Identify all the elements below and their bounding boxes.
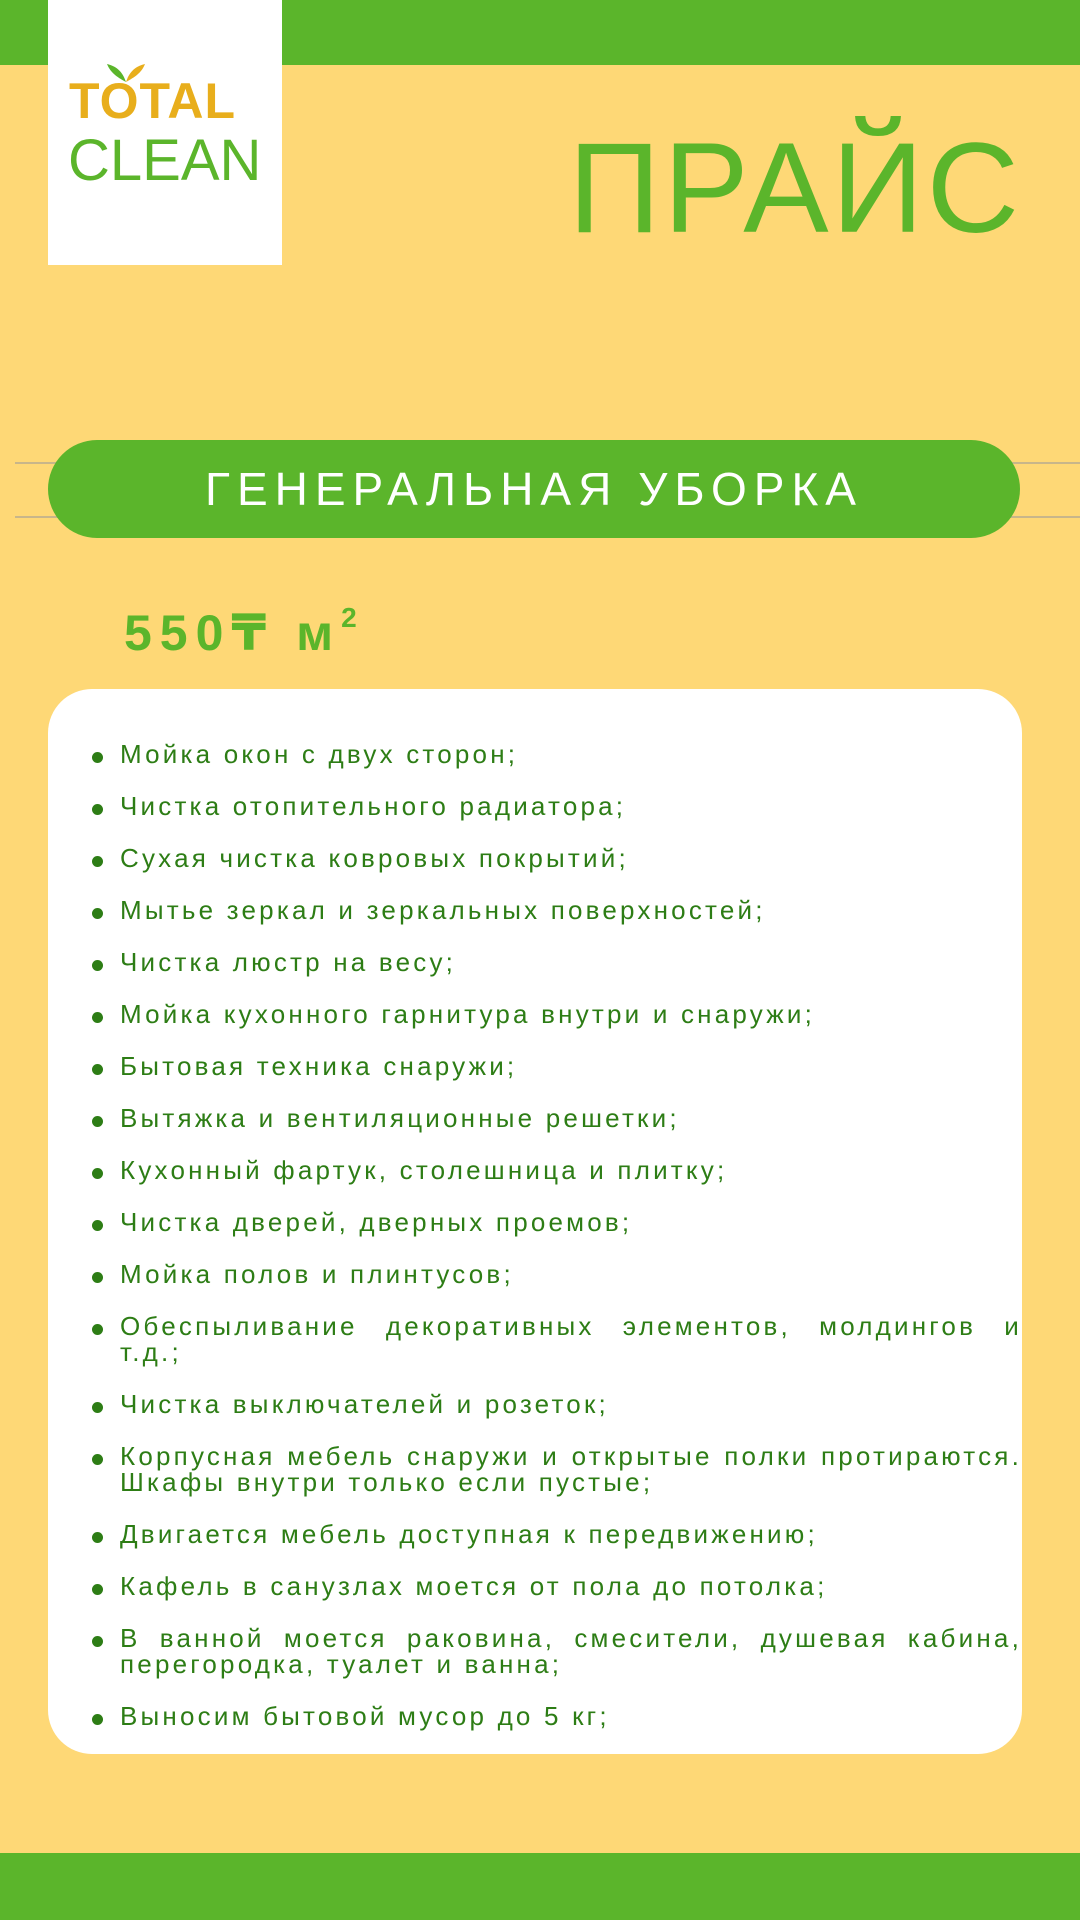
list-item-text: Мытье зеркал и зеркальных поверхностей; bbox=[120, 895, 766, 925]
price bbox=[124, 602, 365, 661]
list-item-text: Двигается мебель доступная к передвижению; bbox=[120, 1519, 818, 1549]
list-item-text: Чистка выключателей и розеток; bbox=[120, 1389, 609, 1419]
list-item-text: Мойка полов и плинтусов; bbox=[120, 1259, 514, 1289]
bullet-icon bbox=[92, 1636, 103, 1647]
list-item-text: Бытовая техника снаружи; bbox=[120, 1051, 518, 1081]
bullet-icon bbox=[92, 752, 103, 763]
bullet-icon bbox=[92, 1220, 103, 1231]
bullet-icon bbox=[92, 1272, 103, 1283]
bullet-icon bbox=[92, 1012, 103, 1023]
bullet-icon bbox=[92, 1454, 103, 1465]
bullet-icon bbox=[92, 856, 103, 867]
bullet-icon bbox=[92, 960, 103, 971]
bottom-bar bbox=[0, 1853, 1080, 1920]
bullet-icon bbox=[92, 1714, 103, 1725]
list-item-text: Чистка люстр на весу; bbox=[120, 947, 457, 977]
list-item-text: Сухая чистка ковровых покрытий; bbox=[120, 843, 629, 873]
list-item-text: Выносим бытовой мусор до 5 кг; bbox=[120, 1701, 610, 1731]
price-amount: 550₸ м bbox=[124, 605, 342, 661]
logo-word-total: TOTAL bbox=[69, 73, 237, 129]
bullet-icon bbox=[92, 1402, 103, 1413]
bullet-icon bbox=[92, 1116, 103, 1127]
service-banner bbox=[48, 440, 1020, 538]
bullet-icon bbox=[92, 1168, 103, 1179]
list-item-text: Корпусная мебель снаружи и открытые полки протираются. Шкафы внутри только если пустые; bbox=[120, 1441, 1022, 1497]
list-item-text: Обеспыливание декоративных элементов, молдингов и т.д.; bbox=[120, 1311, 1022, 1367]
list-item-text: Мойка кухонного гарнитура внутри и снаружи; bbox=[120, 999, 815, 1029]
services-card bbox=[48, 689, 1022, 1754]
list-item-text: Мойка окон с двух сторон; bbox=[120, 739, 519, 769]
list-item-text: Кухонный фартук, столешница и плитку; bbox=[120, 1155, 728, 1185]
list-item-text: Вытяжка и вентиляционные решетки; bbox=[120, 1103, 680, 1133]
list-item-text: В ванной моется раковина, смесители, душевая кабина, перегородка, туалет и ванна; bbox=[120, 1623, 1022, 1679]
bullet-icon bbox=[92, 1532, 103, 1543]
bullet-icon bbox=[92, 1324, 103, 1335]
bullet-icon bbox=[92, 1584, 103, 1595]
list-item-text: Кафель в санузлах моется от пола до потолка; bbox=[120, 1571, 828, 1601]
logo-word-clean: CLEAN bbox=[68, 128, 262, 193]
page-title: ПРАЙС bbox=[568, 117, 1022, 260]
bullet-icon bbox=[92, 1064, 103, 1075]
logo bbox=[48, 0, 282, 265]
price-unit-power: 2 bbox=[341, 602, 365, 633]
bullet-icon bbox=[92, 804, 103, 815]
list-item-text: Чистка отопительного радиатора; bbox=[120, 791, 627, 821]
list-item-text: Чистка дверей, дверных проемов; bbox=[120, 1207, 633, 1237]
service-name: ГЕНЕРАЛЬНАЯ УБОРКА bbox=[205, 463, 863, 515]
bullet-icon bbox=[92, 908, 103, 919]
